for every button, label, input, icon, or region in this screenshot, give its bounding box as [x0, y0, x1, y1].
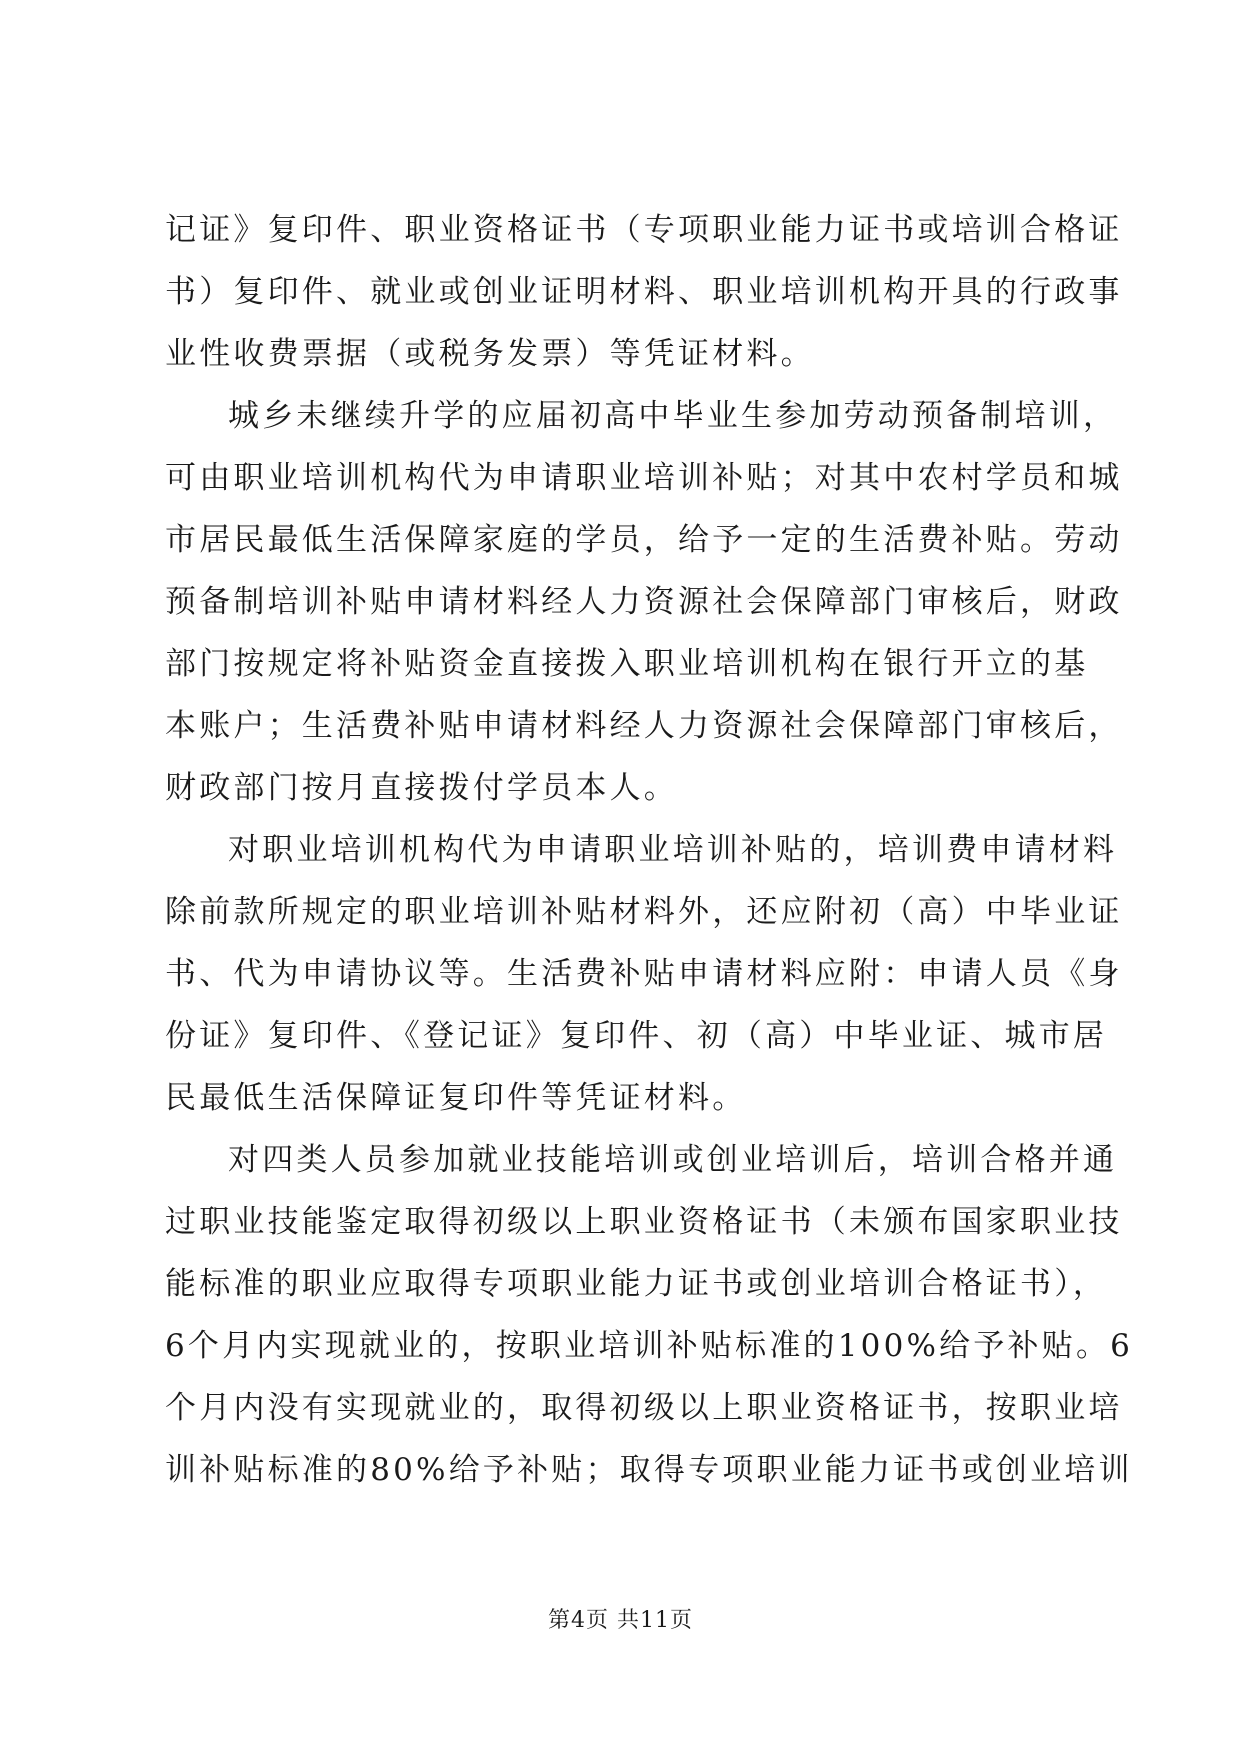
body-line-9: 本账户；生活费补贴申请材料经人力资源社会保障部门审核后，: [165, 708, 1123, 744]
body-line-3: 业性收费票据（或税务发票）等凭证材料。: [165, 336, 815, 372]
body-line-2: 书）复印件、就业或创业证明材料、职业培训机构开具的行政事: [165, 274, 1123, 310]
body-line-19: 6个月内实现就业的，按职业培训补贴标准的100%给予补贴。6: [165, 1328, 1134, 1364]
page-number-footer: 第4页 共11页: [548, 1608, 693, 1633]
body-line-18: 能标准的职业应取得专项职业能力证书或创业培训合格证书），: [165, 1266, 1108, 1302]
body-line-12: 除前款所规定的职业培训补贴材料外，还应附初（高）中毕业证: [165, 894, 1123, 930]
body-line-5: 可由职业培训机构代为申请职业培训补贴；对其中农村学员和城: [165, 460, 1123, 496]
body-line-10: 财政部门按月直接拨付学员本人。: [165, 770, 678, 806]
body-line-21: 训补贴标准的80%给予补贴；取得专项职业能力证书或创业培训: [165, 1452, 1133, 1488]
paragraph-start-line: 对职业培训机构代为申请职业培训补贴的，培训费申请材料: [228, 832, 1118, 868]
body-line-7: 预备制培训补贴申请材料经人力资源社会保障部门审核后，财政: [165, 584, 1123, 620]
body-line-6: 市居民最低生活保障家庭的学员，给予一定的生活费补贴。劳动: [165, 522, 1123, 558]
paragraph-start-line: 对四类人员参加就业技能培训或创业培训后，培训合格并通: [228, 1142, 1118, 1178]
body-line-13: 书、代为申请协议等。生活费补贴申请材料应附：申请人员《身: [165, 956, 1123, 992]
body-line-20: 个月内没有实现就业的，取得初级以上职业资格证书，按职业培: [165, 1390, 1123, 1426]
body-line-15: 民最低生活保障证复印件等凭证材料。: [165, 1080, 747, 1116]
body-line-14: 份证》复印件、《登记证》复印件、初（高）中毕业证、城市居: [165, 1018, 1108, 1054]
body-line-17: 过职业技能鉴定取得初级以上职业资格证书（未颁布国家职业技: [165, 1204, 1123, 1240]
body-line-1: 记证》复印件、职业资格证书（专项职业能力证书或培训合格证: [165, 212, 1123, 248]
body-line-8: 部门按规定将补贴资金直接拨入职业培训机构在银行开立的基: [165, 646, 1089, 682]
paragraph-start-line: 城乡未继续升学的应届初高中毕业生参加劳动预备制培训，: [228, 398, 1118, 434]
